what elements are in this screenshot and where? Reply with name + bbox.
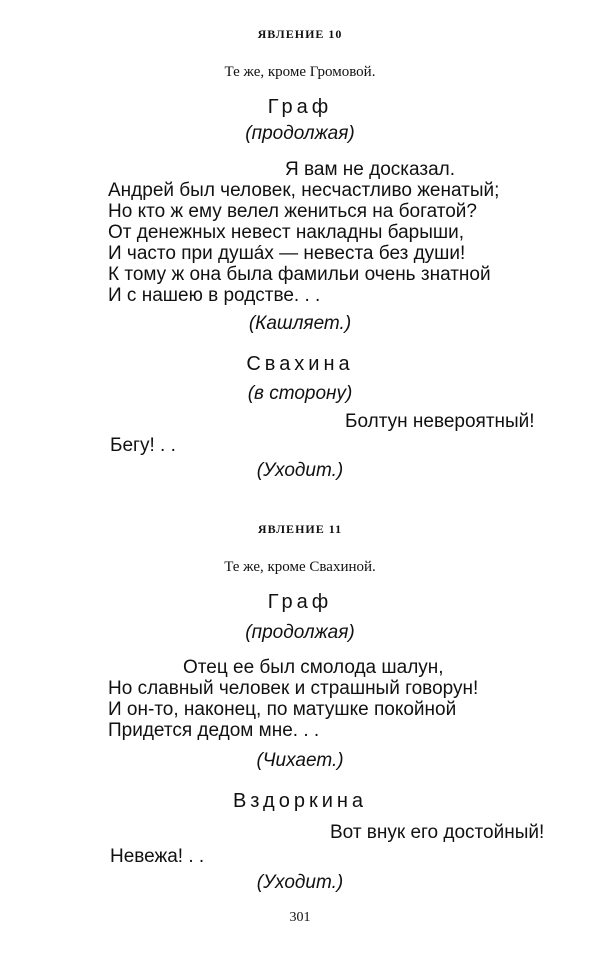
verse-line: К тому ж она была фамильи очень знатной — [108, 264, 491, 285]
scene-10-aside-direction: (в сторону) — [247, 383, 353, 404]
verse-line: Невежа! . . — [110, 846, 205, 867]
verse-line: Отец ее был смолода шалун, — [183, 657, 444, 678]
verse-line: И часто при душáх — невеста без души! — [108, 243, 466, 264]
scene-10-cough-direction: (Кашляет.) — [248, 313, 352, 334]
verse-line: Но кто ж ему велел жениться на богатой? — [108, 201, 477, 222]
page-number: 301 — [289, 910, 311, 925]
verse-line: От денежных невест накладны барыши, — [108, 222, 465, 243]
scene-11-speaker-graf: Граф — [267, 591, 333, 613]
scene-10-exit-direction: (Уходит.) — [256, 460, 344, 481]
verse-line: Но славный человек и страшный говорун! — [108, 678, 479, 699]
scene-10-direction: (продолжая) — [245, 123, 355, 144]
scene-10-speaker-graf: Граф — [267, 96, 333, 118]
verse-line: Андрей был человек, несчастливо женатый; — [108, 180, 500, 201]
scene-10-title: ЯВЛЕНИЕ 10 — [257, 27, 343, 41]
scene-11-speaker-vzdorkina: Вздоркина — [232, 790, 368, 812]
verse-line: Я вам не досказал. — [285, 159, 456, 180]
scene-10-speaker-svakhina: Свахина — [246, 353, 354, 375]
verse-line: Болтун невероятный! — [345, 411, 535, 432]
verse-line: Бегу! . . — [110, 435, 176, 456]
scene-11-sneeze-direction: (Чихает.) — [256, 750, 344, 771]
scene-10-stage-direction: Те же, кроме Громовой. — [224, 64, 376, 80]
scene-11-title: ЯВЛЕНИЕ 11 — [257, 522, 343, 536]
verse-line: И он-то, наконец, по матушке покойной — [108, 699, 457, 720]
scene-11-exit-direction: (Уходит.) — [256, 872, 344, 893]
verse-line: И с нашею в родстве. . . — [108, 285, 321, 306]
verse-line: Придется дедом мне. . . — [108, 720, 320, 741]
scene-11-stage-direction: Те же, кроме Свахиной. — [224, 559, 376, 575]
verse-line: Вот внук его достойный! — [330, 822, 545, 843]
scene-11-direction: (продолжая) — [245, 622, 355, 643]
